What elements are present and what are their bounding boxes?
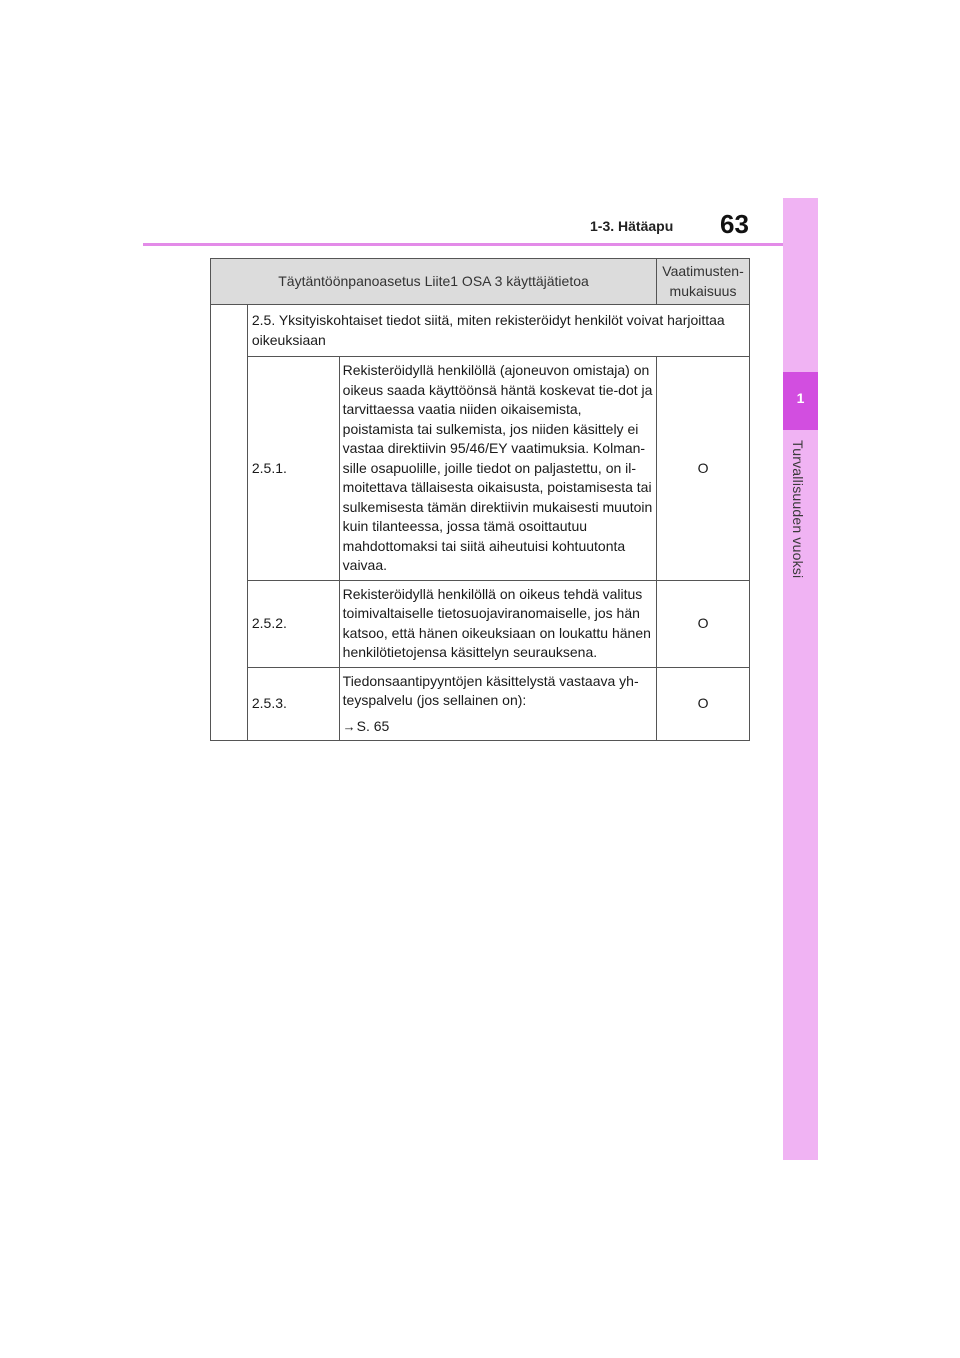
header-rule [143,243,783,246]
row-description: Rekisteröidyllä henkilöllä (ajoneuvon omistaja) on oikeus saada käyttöönsä häntä koskevat tie-dot ja tarvittaessa vaatia niiden oikaisemista, poistamista tai sulkemista, jos niiden käsittely ei vastaa direktiivin 95/46/EY vaatimuksia. Kolman-sille osapuolille, joille tiedot on paljastettu, on il-moitettava tällaisesta oikaisusta, poistamisesta tai sulkemisesta tämän direktiivin mukaisesti muutoin kuin tilanteessa, jossa tämä osoittautuu mahdottomaksi tai siitä aiheutuisi kohtuutonta vaivaa. [339,357,656,581]
row-number: 2.5.3. [247,667,339,741]
table-section-row [211,305,750,357]
row-compliance: O [657,357,750,581]
table-row [211,667,750,741]
page-reference[interactable] [343,717,656,737]
chapter-title: Turvallisuuden vuoksi [790,440,806,579]
section-subtitle: 2.5. Yksityiskohtaiset tiedot siitä, miten rekisteröidyt henkilöt voivat harjoittaa oikeuksiaan [247,305,749,357]
section-title: 1-3. Hätäapu [590,218,674,234]
requirements-table [210,258,750,741]
header-regulation: Täytäntöönpanoasetus Liite1 OSA 3 käyttäjätietoa [211,259,657,305]
row-description: Tiedonsaantipyyntöjen käsittelystä vastaava yh-teyspalvelu (jos sellainen on): [342,672,639,708]
indent-cell [211,305,248,741]
row-compliance: O [657,667,750,741]
header-compliance: Vaatimusten- mukaisuus [657,259,750,305]
page-reference-text[interactable]: S. 65 [356,717,390,734]
page-number: 63 [720,209,749,239]
chapter-number: 1 [796,390,805,406]
arrow-right-icon: → [342,718,356,734]
row-description-cell [339,667,656,741]
row-number: 2.5.1. [247,357,339,581]
row-compliance: O [657,580,750,667]
row-description: Rekisteröidyllä henkilöllä on oikeus tehdä valitus toimivaltaiselle tietosuojaviranomaiselle, jos hän katsoo, että hänen oikeuksiaan on loukattu hänen henkilötietojensa käsittelyn seurauksena. [339,580,656,667]
table-header-row [211,259,750,305]
table-row [211,580,750,667]
table-row [211,357,750,581]
row-number: 2.5.2. [247,580,339,667]
chapter-side-tab [783,198,818,1160]
